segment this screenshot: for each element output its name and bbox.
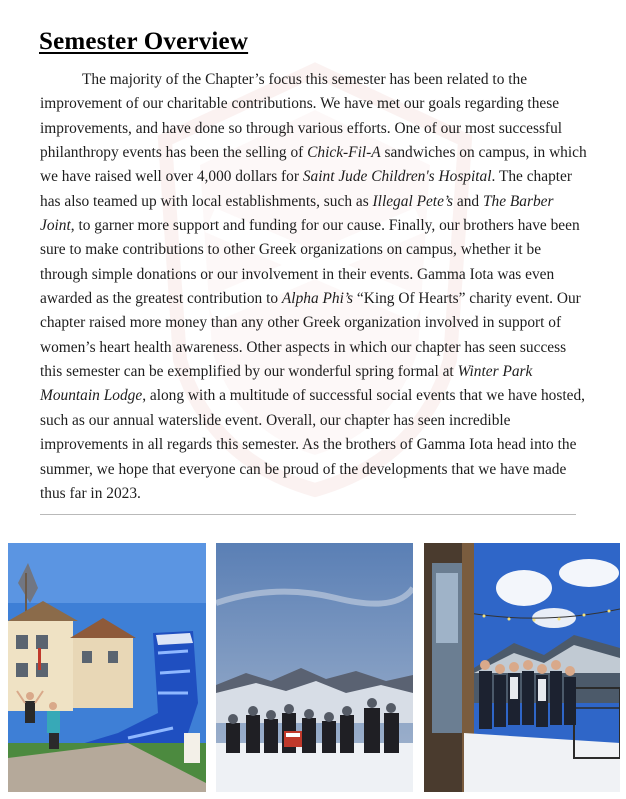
emphasized-name: The Barber Joint — [40, 192, 554, 235]
section-divider — [40, 514, 576, 515]
paragraph-text-run: sandwiches on campus, in which we have raised well over 4,000 dollars for — [40, 144, 587, 186]
emphasized-name: Saint Jude Children's Hospital — [302, 168, 492, 186]
paragraph-text-run: , to garner more support and funding for our cause. Finally, our brothers have been sure to make contributions to other Greek organizations on campus, whether it be through simple donations or our involvement in their events. Gamma Iota was even awarded as the greatest contribution to — [40, 217, 580, 308]
paragraph-text-run: The majority of the Chapter’s focus this semester has been related to the improvement of our charitable contributions. We have met our goals regarding these improvements, and have done so through various efforts. One of our most successful philanthropy events has been the selling of — [40, 71, 563, 162]
paragraph-text-run: . The chapter has also teamed up with local establishments, such as — [40, 168, 573, 210]
photo-ski-trip — [216, 543, 413, 792]
paragraph-text-run: and — [453, 192, 483, 210]
emphasized-name: Chick-Fil-A — [307, 144, 381, 162]
photo-waterslide-event — [8, 543, 206, 792]
emphasized-name: Winter Park Mountain Lodge — [40, 363, 533, 405]
paragraph-text-run: “King Of Hearts” charity event. Our chapter raised more money than any other Greek organization involved in support of women’s heart health awareness. Other aspects in which our chapter has seen success this semester can be exemplified by our wonderful spring formal at — [40, 290, 581, 381]
overview-paragraph — [40, 68, 588, 506]
emphasized-name: Alpha Phi’s — [281, 290, 354, 308]
emphasized-name: Illegal Pete’s — [372, 192, 454, 210]
photo-lodge-balcony — [424, 543, 620, 792]
paragraph-text-run: , along with a multitude of successful social events that we have hosted, such as our annual waterslide event. Overall, our chapter has seen incredible improvements in all regards this semester. As the brothers of Gamma Iota head into the summer, we hope that everyone can be proud of the developments that we have made thus far in 2023. — [40, 387, 585, 502]
page-title: Semester Overview — [39, 28, 249, 55]
